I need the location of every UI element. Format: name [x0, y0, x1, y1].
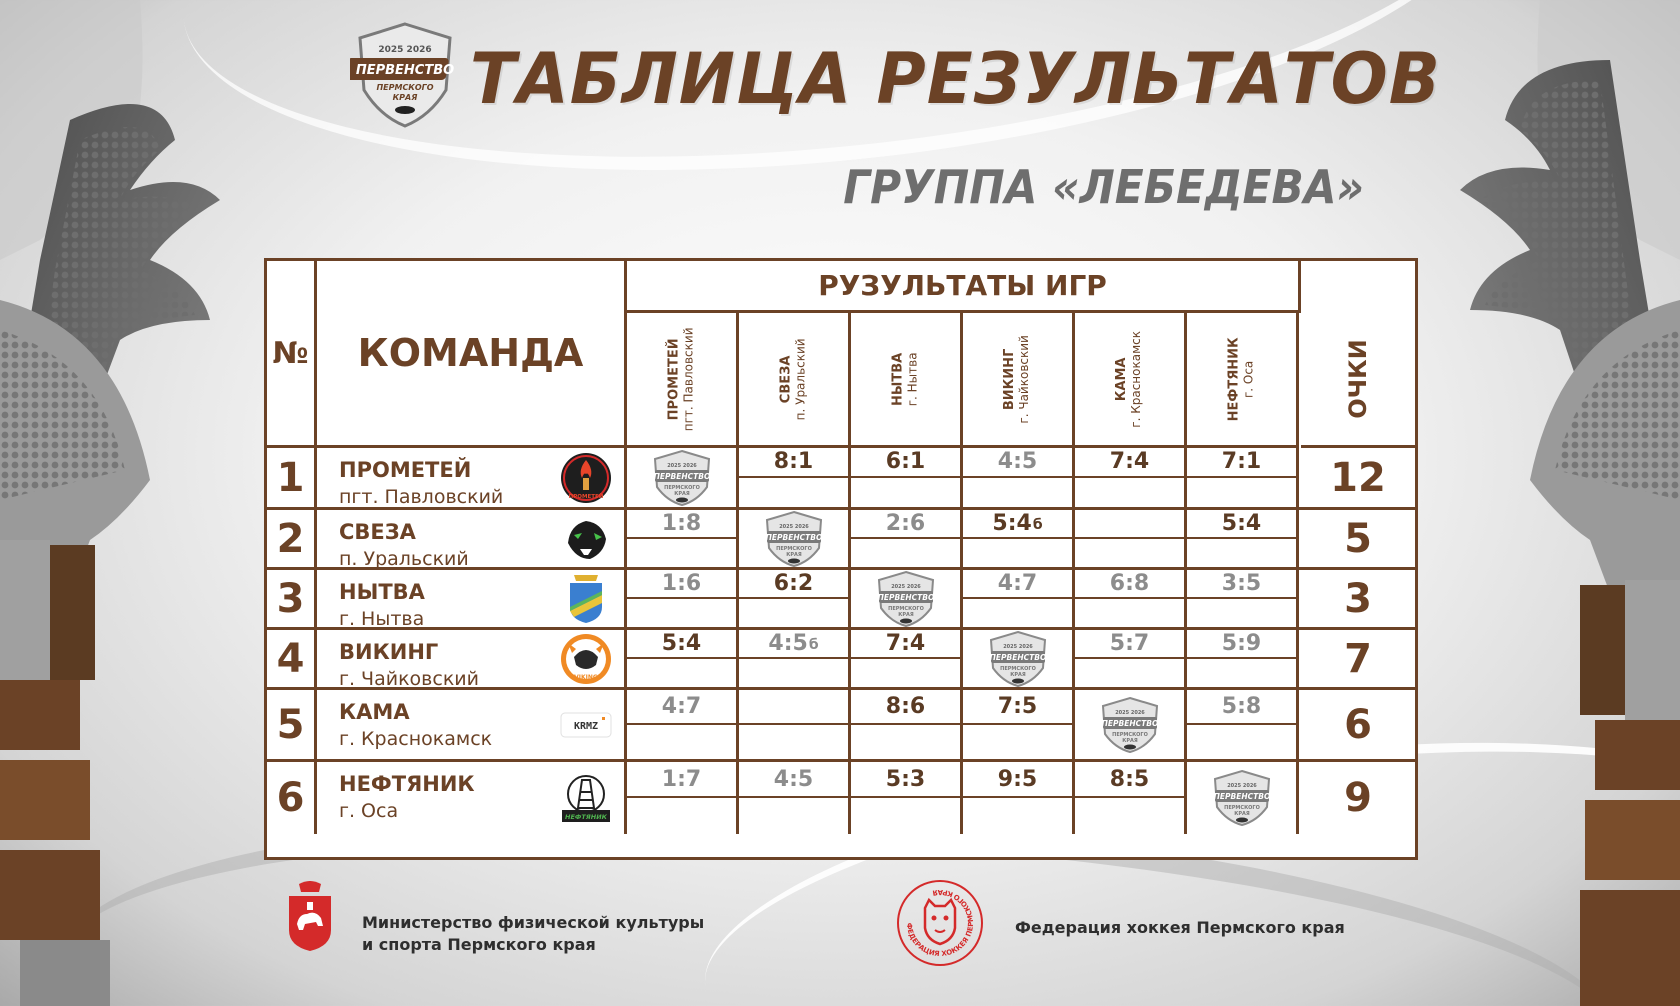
group-subtitle: ГРУППА «ЛЕБЕДЕВА» — [843, 160, 1364, 214]
score-value: 5:4 $_б$ — [963, 510, 1072, 539]
score-value: 3:5 — [1187, 570, 1296, 599]
table-row — [267, 762, 1415, 834]
opponent-name: СВЕЗА — [778, 355, 794, 403]
header-points-label: ОЧКИ — [1344, 339, 1372, 419]
bullet-marker: б — [1032, 517, 1043, 534]
score-value — [739, 690, 848, 725]
score-value: 7:5 — [963, 690, 1072, 725]
federation-label: Федерация хоккея Пермского края — [1015, 918, 1345, 937]
svg-text:ПЕРВЕНСТВО: ПЕРВЕНСТВО — [1101, 718, 1158, 728]
self-match-cell — [1075, 690, 1187, 759]
score-value: 6:2 — [739, 570, 848, 599]
hockey-federation-emblem-icon — [895, 878, 985, 968]
score-value: 1:8 — [627, 510, 736, 539]
score-value: 5:7 — [1075, 630, 1184, 659]
svg-text:КРАЯ: КРАЯ — [785, 551, 802, 558]
svg-text:ПЕРМСКОГО: ПЕРМСКОГО — [999, 665, 1036, 672]
score-cell — [851, 762, 963, 834]
table-row — [267, 448, 1415, 510]
score-value — [1075, 510, 1184, 539]
svg-text:КРАЯ: КРАЯ — [392, 93, 418, 102]
self-match-cell — [963, 630, 1075, 687]
svg-text:ПЕРВЕНСТВО: ПЕРВЕНСТВО — [1213, 792, 1270, 801]
championship-logo-icon — [763, 510, 825, 568]
score-cell — [963, 690, 1075, 759]
team-name: НЕФТЯНИК — [339, 772, 475, 796]
score-value: 5:4 — [627, 630, 736, 659]
team-cell — [317, 762, 627, 834]
score-cell — [1187, 570, 1299, 627]
score-cell — [627, 690, 739, 759]
team-points: 7 — [1344, 635, 1372, 682]
opponent-city: г. Краснокамск — [1129, 330, 1144, 428]
team-name: КАМА — [339, 700, 410, 724]
panther-logo-icon — [560, 513, 612, 565]
opponent-name: ПРОМЕТЕЙ — [666, 338, 682, 420]
score-cell — [1187, 690, 1299, 759]
score-cell — [1187, 510, 1299, 567]
score-cell — [739, 762, 851, 834]
header-opponent — [851, 313, 963, 448]
team-name: ВИКИНГ — [339, 640, 439, 664]
championship-logo-icon — [651, 449, 713, 507]
score-value: 4:5 — [739, 762, 848, 798]
score-cell — [851, 690, 963, 759]
svg-text:2025 2026: 2025 2026 — [1002, 643, 1033, 650]
bullet-marker: б — [808, 637, 819, 654]
score-value: 4:7 — [963, 570, 1072, 599]
team-cell — [317, 570, 627, 630]
neftyanik-logo-icon — [560, 772, 612, 824]
row-number: 4 — [267, 630, 317, 687]
header-results: РУЗУЛЬТАТЫ ИГР — [627, 261, 1301, 313]
header-opponent — [963, 313, 1075, 448]
self-match-cell — [851, 570, 963, 627]
header-team: КОМАНДА — [317, 261, 627, 448]
opponent-name: НЫТВА — [890, 352, 906, 406]
svg-text:ПЕРМСКОГО: ПЕРМСКОГО — [663, 484, 700, 491]
row-number: 5 — [267, 690, 317, 759]
self-match-cell — [739, 510, 851, 567]
score-cell — [739, 570, 851, 627]
team-name: ПРОМЕТЕЙ — [339, 458, 472, 482]
page-title: ТАБЛИЦА РЕЗУЛЬТАТОВ — [470, 38, 1441, 120]
svg-text:КРАЯ: КРАЯ — [897, 611, 914, 618]
header-opponent — [739, 313, 851, 448]
team-points: 12 — [1330, 454, 1386, 501]
row-number: 2 — [267, 510, 317, 567]
table-row — [267, 630, 1415, 690]
score-value: 1:6 — [627, 570, 736, 599]
team-name: НЫТВА — [339, 580, 425, 604]
ministry-label-line1: Министерство физической культуры — [362, 913, 705, 932]
championship-logo-icon — [875, 570, 937, 628]
score-cell — [851, 630, 963, 687]
score-value: 6:1 — [851, 448, 960, 478]
score-value: 4:5 — [963, 448, 1072, 478]
team-points: 3 — [1344, 575, 1372, 622]
score-cell — [1075, 570, 1187, 627]
svg-text:ПЕРМСКОГО: ПЕРМСКОГО — [1111, 731, 1148, 738]
score-value: 8:1 — [739, 448, 848, 478]
score-cell — [739, 630, 851, 687]
score-value: 5:9 — [1187, 630, 1296, 659]
svg-text:VIKING: VIKING — [574, 673, 598, 681]
score-value: 1:7 — [627, 762, 736, 798]
viking-logo-icon — [560, 633, 612, 685]
header-opponent — [627, 313, 739, 448]
score-cell — [1075, 510, 1187, 567]
score-cell — [963, 570, 1075, 627]
svg-text:KRMZ: KRMZ — [573, 720, 599, 732]
score-value: 4:7 — [627, 690, 736, 725]
header-opponent — [1187, 313, 1299, 448]
opponent-name: НЕФТЯНИК — [1226, 337, 1242, 421]
row-number: 1 — [267, 448, 317, 507]
ministry-label — [362, 912, 704, 955]
svg-text:ПЕРВЕНСТВО: ПЕРВЕНСТВО — [877, 592, 934, 602]
score-value: 8:6 — [851, 690, 960, 725]
score-cell — [1187, 448, 1299, 507]
svg-text:2025 2026: 2025 2026 — [778, 523, 809, 530]
opponent-city: г. Нытва — [905, 352, 920, 406]
team-cell — [317, 690, 627, 759]
svg-text:2025 2026: 2025 2026 — [378, 45, 432, 55]
team-cell — [317, 510, 627, 570]
nytva-crest-logo-icon — [560, 573, 612, 625]
score-cell — [739, 448, 851, 507]
team-cell — [317, 448, 627, 507]
score-cell — [627, 570, 739, 627]
svg-text:ПЕРМСКОГО: ПЕРМСКОГО — [376, 83, 434, 92]
team-city: пгт. Павловский — [339, 486, 504, 508]
opponent-city: пгт. Павловский — [681, 327, 696, 431]
score-value: 8:5 — [1075, 762, 1184, 798]
self-match-cell — [627, 448, 739, 507]
score-cell — [1075, 630, 1187, 687]
team-city: г. Нытва — [339, 608, 425, 630]
header-points — [1301, 313, 1415, 448]
score-cell — [739, 690, 851, 759]
svg-text:КРАЯ: КРАЯ — [673, 490, 690, 497]
svg-text:2025 2026: 2025 2026 — [666, 462, 697, 469]
team-cell — [317, 630, 627, 690]
score-value: 6:8 — [1075, 570, 1184, 599]
score-value: 5:4 — [1187, 510, 1296, 539]
opponent-city: г. Оса — [1241, 360, 1256, 398]
table-row — [267, 570, 1415, 630]
header-points-spacer — [1301, 261, 1415, 313]
prometey-logo-icon — [560, 452, 612, 504]
team-city: г. Чайковский — [339, 668, 479, 690]
svg-text:ПЕРМСКОГО: ПЕРМСКОГО — [775, 545, 812, 552]
krmz-logo-icon — [560, 699, 612, 751]
svg-text:НЕФТЯНИК: НЕФТЯНИК — [565, 813, 607, 821]
svg-text:2025 2026: 2025 2026 — [1114, 709, 1145, 716]
score-value: 7:4 — [851, 630, 960, 659]
opponent-city: п. Уральский — [793, 338, 808, 420]
opponent-name: ВИКИНГ — [1002, 348, 1018, 410]
svg-text:ПЕРВЕНСТВО: ПЕРВЕНСТВО — [653, 471, 710, 481]
score-cell — [963, 448, 1075, 507]
score-cell — [627, 510, 739, 567]
score-cell — [851, 510, 963, 567]
self-match-cell — [1187, 762, 1299, 834]
score-value: 2:6 — [851, 510, 960, 539]
score-value: 5:3 — [851, 762, 960, 798]
score-cell — [1075, 762, 1187, 834]
table-row — [267, 690, 1415, 762]
svg-text:ПЕРВЕНСТВО: ПЕРВЕНСТВО — [989, 652, 1046, 662]
svg-text:ФЕДЕРАЦИЯ ХОККЕЯ ПЕРМСКОГО КРА: ФЕДЕРАЦИЯ ХОККЕЯ ПЕРМСКОГО КРАЯ — [904, 887, 976, 959]
score-value: 7:4 — [1075, 448, 1184, 478]
score-cell — [627, 762, 739, 834]
championship-logo — [350, 20, 460, 130]
team-city: г. Оса — [339, 800, 399, 822]
championship-logo-icon — [1099, 696, 1161, 754]
score-value: 4:5 $_б$ — [739, 630, 848, 659]
opponent-name: КАМА — [1114, 357, 1130, 401]
score-value: 5:8 — [1187, 690, 1296, 725]
team-points: 6 — [1344, 701, 1372, 748]
results-table — [264, 258, 1418, 860]
table-row — [267, 510, 1415, 570]
team-points: 5 — [1344, 515, 1372, 562]
svg-text:ПЕРМСКОГО: ПЕРМСКОГО — [1223, 805, 1260, 811]
svg-text:ПЕРМСКОГО: ПЕРМСКОГО — [887, 605, 924, 612]
score-value: 7:1 — [1187, 448, 1296, 478]
championship-logo-icon — [1211, 769, 1273, 827]
svg-text:ПЕРВЕНСТВО: ПЕРВЕНСТВО — [765, 532, 822, 542]
score-cell — [1075, 448, 1187, 507]
svg-text:КРАЯ: КРАЯ — [1121, 737, 1138, 744]
score-cell — [963, 762, 1075, 834]
svg-text:КРАЯ: КРАЯ — [1233, 811, 1250, 817]
svg-text:2025 2026: 2025 2026 — [890, 583, 921, 590]
header-number: № — [267, 261, 317, 448]
ministry-label-line2: и спорта Пермского края — [362, 934, 596, 954]
score-cell — [627, 630, 739, 687]
team-points: 9 — [1344, 775, 1372, 821]
team-city: п. Уральский — [339, 548, 469, 570]
championship-logo-icon — [987, 630, 1049, 688]
team-city: г. Краснокамск — [339, 728, 493, 750]
row-number: 3 — [267, 570, 317, 627]
svg-text:ПРОМЕТЕЙ: ПРОМЕТЕЙ — [568, 493, 604, 500]
score-value: 9:5 — [963, 762, 1072, 798]
score-cell — [963, 510, 1075, 567]
score-cell — [851, 448, 963, 507]
score-cell — [1187, 630, 1299, 687]
header-opponent — [1075, 313, 1187, 448]
svg-text:2025 2026: 2025 2026 — [1226, 783, 1257, 789]
opponent-city: г. Чайковский — [1017, 334, 1032, 424]
perm-region-emblem-icon — [285, 880, 335, 952]
svg-text:КРАЯ: КРАЯ — [1009, 671, 1026, 678]
row-number: 6 — [267, 762, 317, 834]
team-name: СВЕЗА — [339, 520, 416, 544]
svg-text:ПЕРВЕНСТВО: ПЕРВЕНСТВО — [355, 63, 455, 78]
